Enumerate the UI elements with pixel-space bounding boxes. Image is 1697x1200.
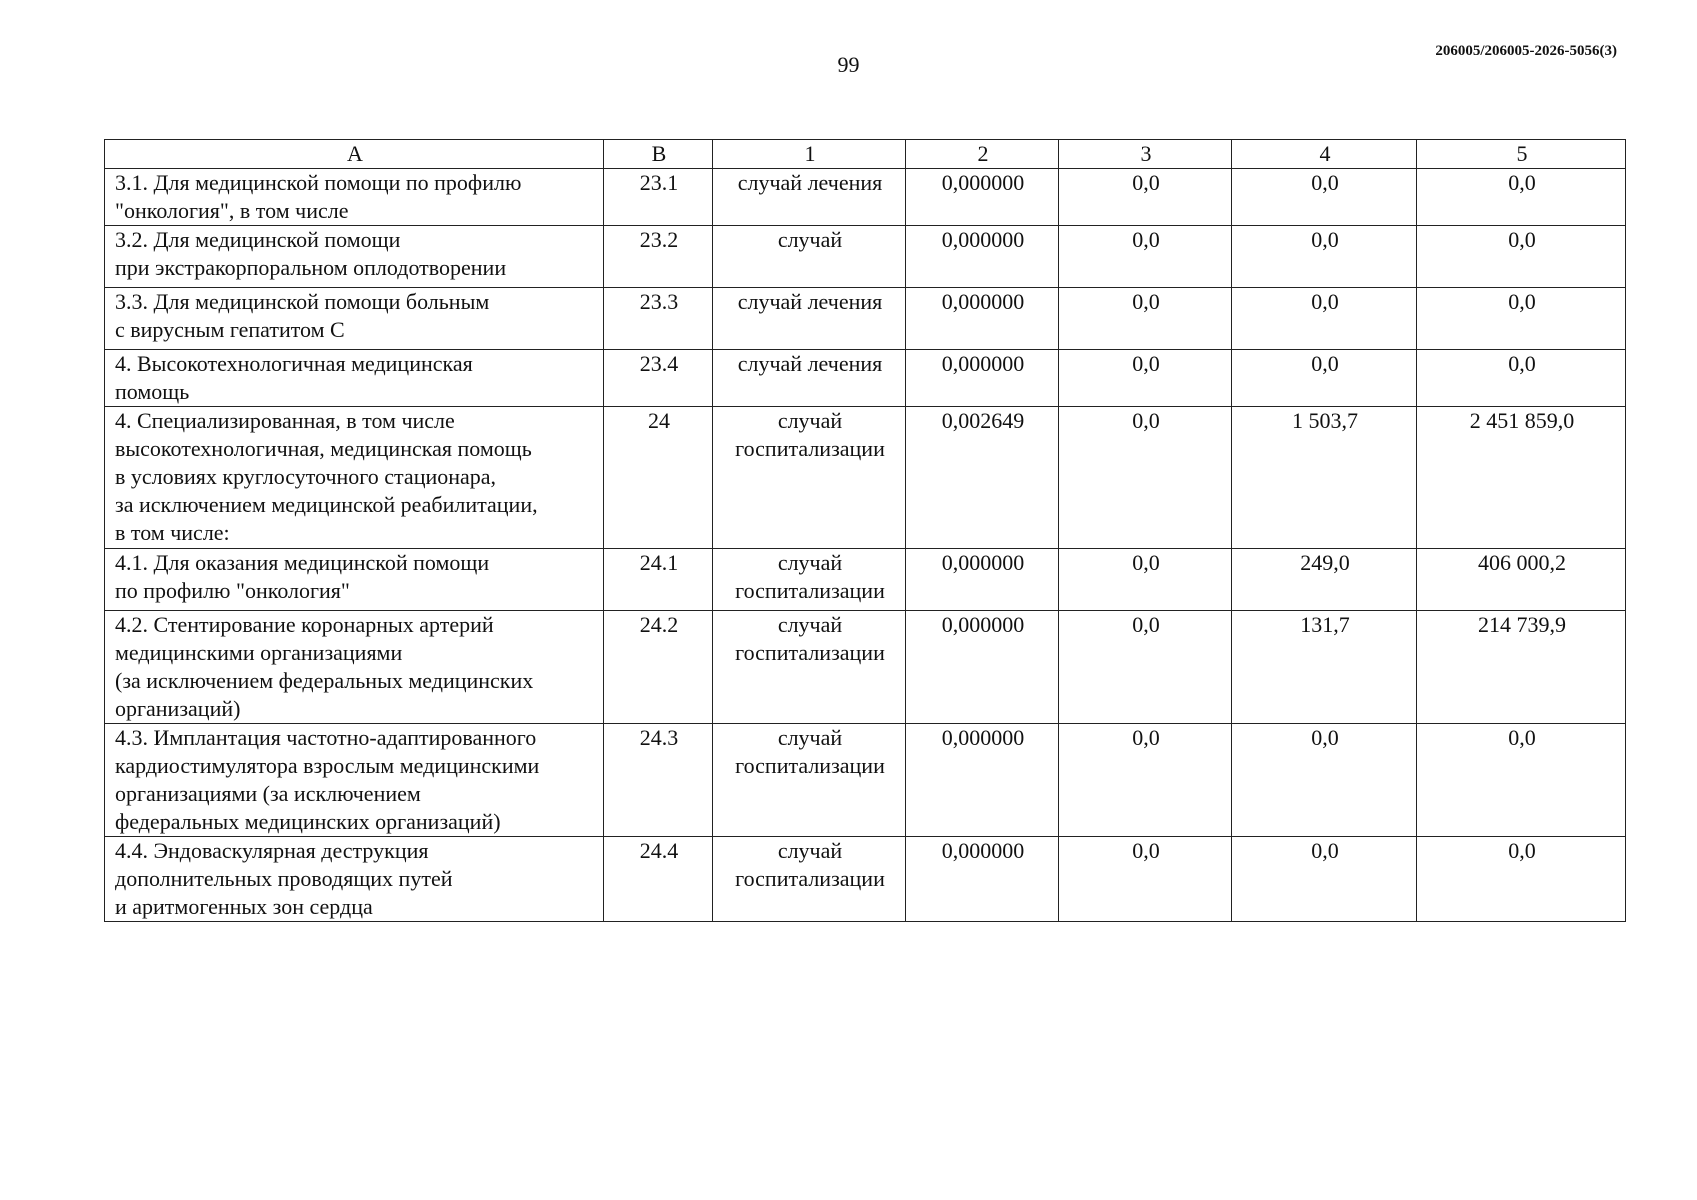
column-header-1: 1: [713, 140, 906, 169]
data-table: [104, 139, 1626, 922]
column-header-3: 3: [1059, 140, 1232, 169]
cell-value-3: 0,0: [1059, 169, 1232, 226]
cell-line-code: 24.2: [604, 611, 713, 724]
cell-value-5: 0,0: [1417, 288, 1626, 350]
cell-description: 4.3. Имплантация частотно-адаптированного кардиостимулятора взрослым медицинскими организациями (за исключением федеральных медицинских организаций): [105, 724, 604, 837]
cell-value-2: 0,000000: [906, 169, 1059, 226]
table-row: [105, 549, 1626, 611]
cell-description: 4.1. Для оказания медицинской помощи по профилю "онкология": [105, 549, 604, 611]
table-row: [105, 407, 1626, 549]
cell-unit: случай госпитализации: [713, 611, 906, 724]
page-number: 99: [837, 52, 860, 77]
cell-value-3: 0,0: [1059, 350, 1232, 407]
cell-line-code: 23.1: [604, 169, 713, 226]
cell-line-code: 23.2: [604, 226, 713, 288]
cell-value-5: 0,0: [1417, 226, 1626, 288]
cell-description: 4.4. Эндоваскулярная деструкция дополнительных проводящих путей и аритмогенных зон сердца: [105, 837, 604, 922]
cell-value-5: 0,0: [1417, 169, 1626, 226]
cell-line-code: 23.4: [604, 350, 713, 407]
cell-unit: случай лечения: [713, 288, 906, 350]
cell-unit: случай госпитализации: [713, 407, 906, 549]
column-header-5: 5: [1417, 140, 1626, 169]
cell-value-3: 0,0: [1059, 837, 1232, 922]
cell-value-4: 0,0: [1232, 169, 1417, 226]
table-row: [105, 226, 1626, 288]
table-row: [105, 288, 1626, 350]
column-header-2: 2: [906, 140, 1059, 169]
column-header-a: A: [105, 140, 604, 169]
cell-value-2: 0,000000: [906, 837, 1059, 922]
cell-line-code: 23.3: [604, 288, 713, 350]
table-row: [105, 169, 1626, 226]
cell-value-3: 0,0: [1059, 724, 1232, 837]
cell-value-4: 0,0: [1232, 724, 1417, 837]
document-code: 206005/206005-2026-5056(3): [1435, 43, 1617, 59]
cell-value-3: 0,0: [1059, 611, 1232, 724]
cell-value-5: 0,0: [1417, 724, 1626, 837]
cell-unit: случай лечения: [713, 350, 906, 407]
table-row: [105, 837, 1626, 922]
cell-value-5: 0,0: [1417, 350, 1626, 407]
cell-description: 3.1. Для медицинской помощи по профилю "онкология", в том числе: [105, 169, 604, 226]
cell-description: 3.3. Для медицинской помощи больным с вирусным гепатитом С: [105, 288, 604, 350]
cell-value-5: 406 000,2: [1417, 549, 1626, 611]
cell-value-4: 0,0: [1232, 350, 1417, 407]
column-header-4: 4: [1232, 140, 1417, 169]
cell-value-3: 0,0: [1059, 407, 1232, 549]
cell-line-code: 24.1: [604, 549, 713, 611]
cell-value-5: 0,0: [1417, 837, 1626, 922]
cell-value-5: 214 739,9: [1417, 611, 1626, 724]
table-row: [105, 350, 1626, 407]
cell-value-3: 0,0: [1059, 288, 1232, 350]
cell-value-4: 0,0: [1232, 226, 1417, 288]
cell-unit: случай: [713, 226, 906, 288]
cell-line-code: 24.3: [604, 724, 713, 837]
cell-value-4: 131,7: [1232, 611, 1417, 724]
table-row: [105, 724, 1626, 837]
cell-unit: случай госпитализации: [713, 724, 906, 837]
cell-value-4: 1 503,7: [1232, 407, 1417, 549]
cell-unit: случай госпитализации: [713, 837, 906, 922]
cell-value-2: 0,000000: [906, 288, 1059, 350]
header-row: [105, 140, 1626, 169]
cell-value-5: 2 451 859,0: [1417, 407, 1626, 549]
cell-value-2: 0,000000: [906, 549, 1059, 611]
cell-value-2: 0,000000: [906, 226, 1059, 288]
cell-description: 3.2. Для медицинской помощи при экстракорпоральном оплодотворении: [105, 226, 604, 288]
cell-value-2: 0,002649: [906, 407, 1059, 549]
cell-value-4: 249,0: [1232, 549, 1417, 611]
cell-description: 4. Специализированная, в том числе высокотехнологичная, медицинская помощь в условиях круглосуточного стационара, за исключением медицинской реабилитации, в том числе:: [105, 407, 604, 549]
cell-description: 4. Высокотехнологичная медицинская помощь: [105, 350, 604, 407]
table-header: [105, 140, 1626, 169]
cell-value-3: 0,0: [1059, 549, 1232, 611]
cell-line-code: 24.4: [604, 837, 713, 922]
column-header-b: B: [604, 140, 713, 169]
cell-value-2: 0,000000: [906, 350, 1059, 407]
cell-description: 4.2. Стентирование коронарных артерий медицинскими организациями (за исключением федеральных медицинских организаций): [105, 611, 604, 724]
cell-value-2: 0,000000: [906, 611, 1059, 724]
cell-unit: случай госпитализации: [713, 549, 906, 611]
cell-value-3: 0,0: [1059, 226, 1232, 288]
cell-line-code: 24: [604, 407, 713, 549]
cell-value-2: 0,000000: [906, 724, 1059, 837]
cell-value-4: 0,0: [1232, 837, 1417, 922]
cell-unit: случай лечения: [713, 169, 906, 226]
cell-value-4: 0,0: [1232, 288, 1417, 350]
table-body: [105, 169, 1626, 922]
table-row: [105, 611, 1626, 724]
